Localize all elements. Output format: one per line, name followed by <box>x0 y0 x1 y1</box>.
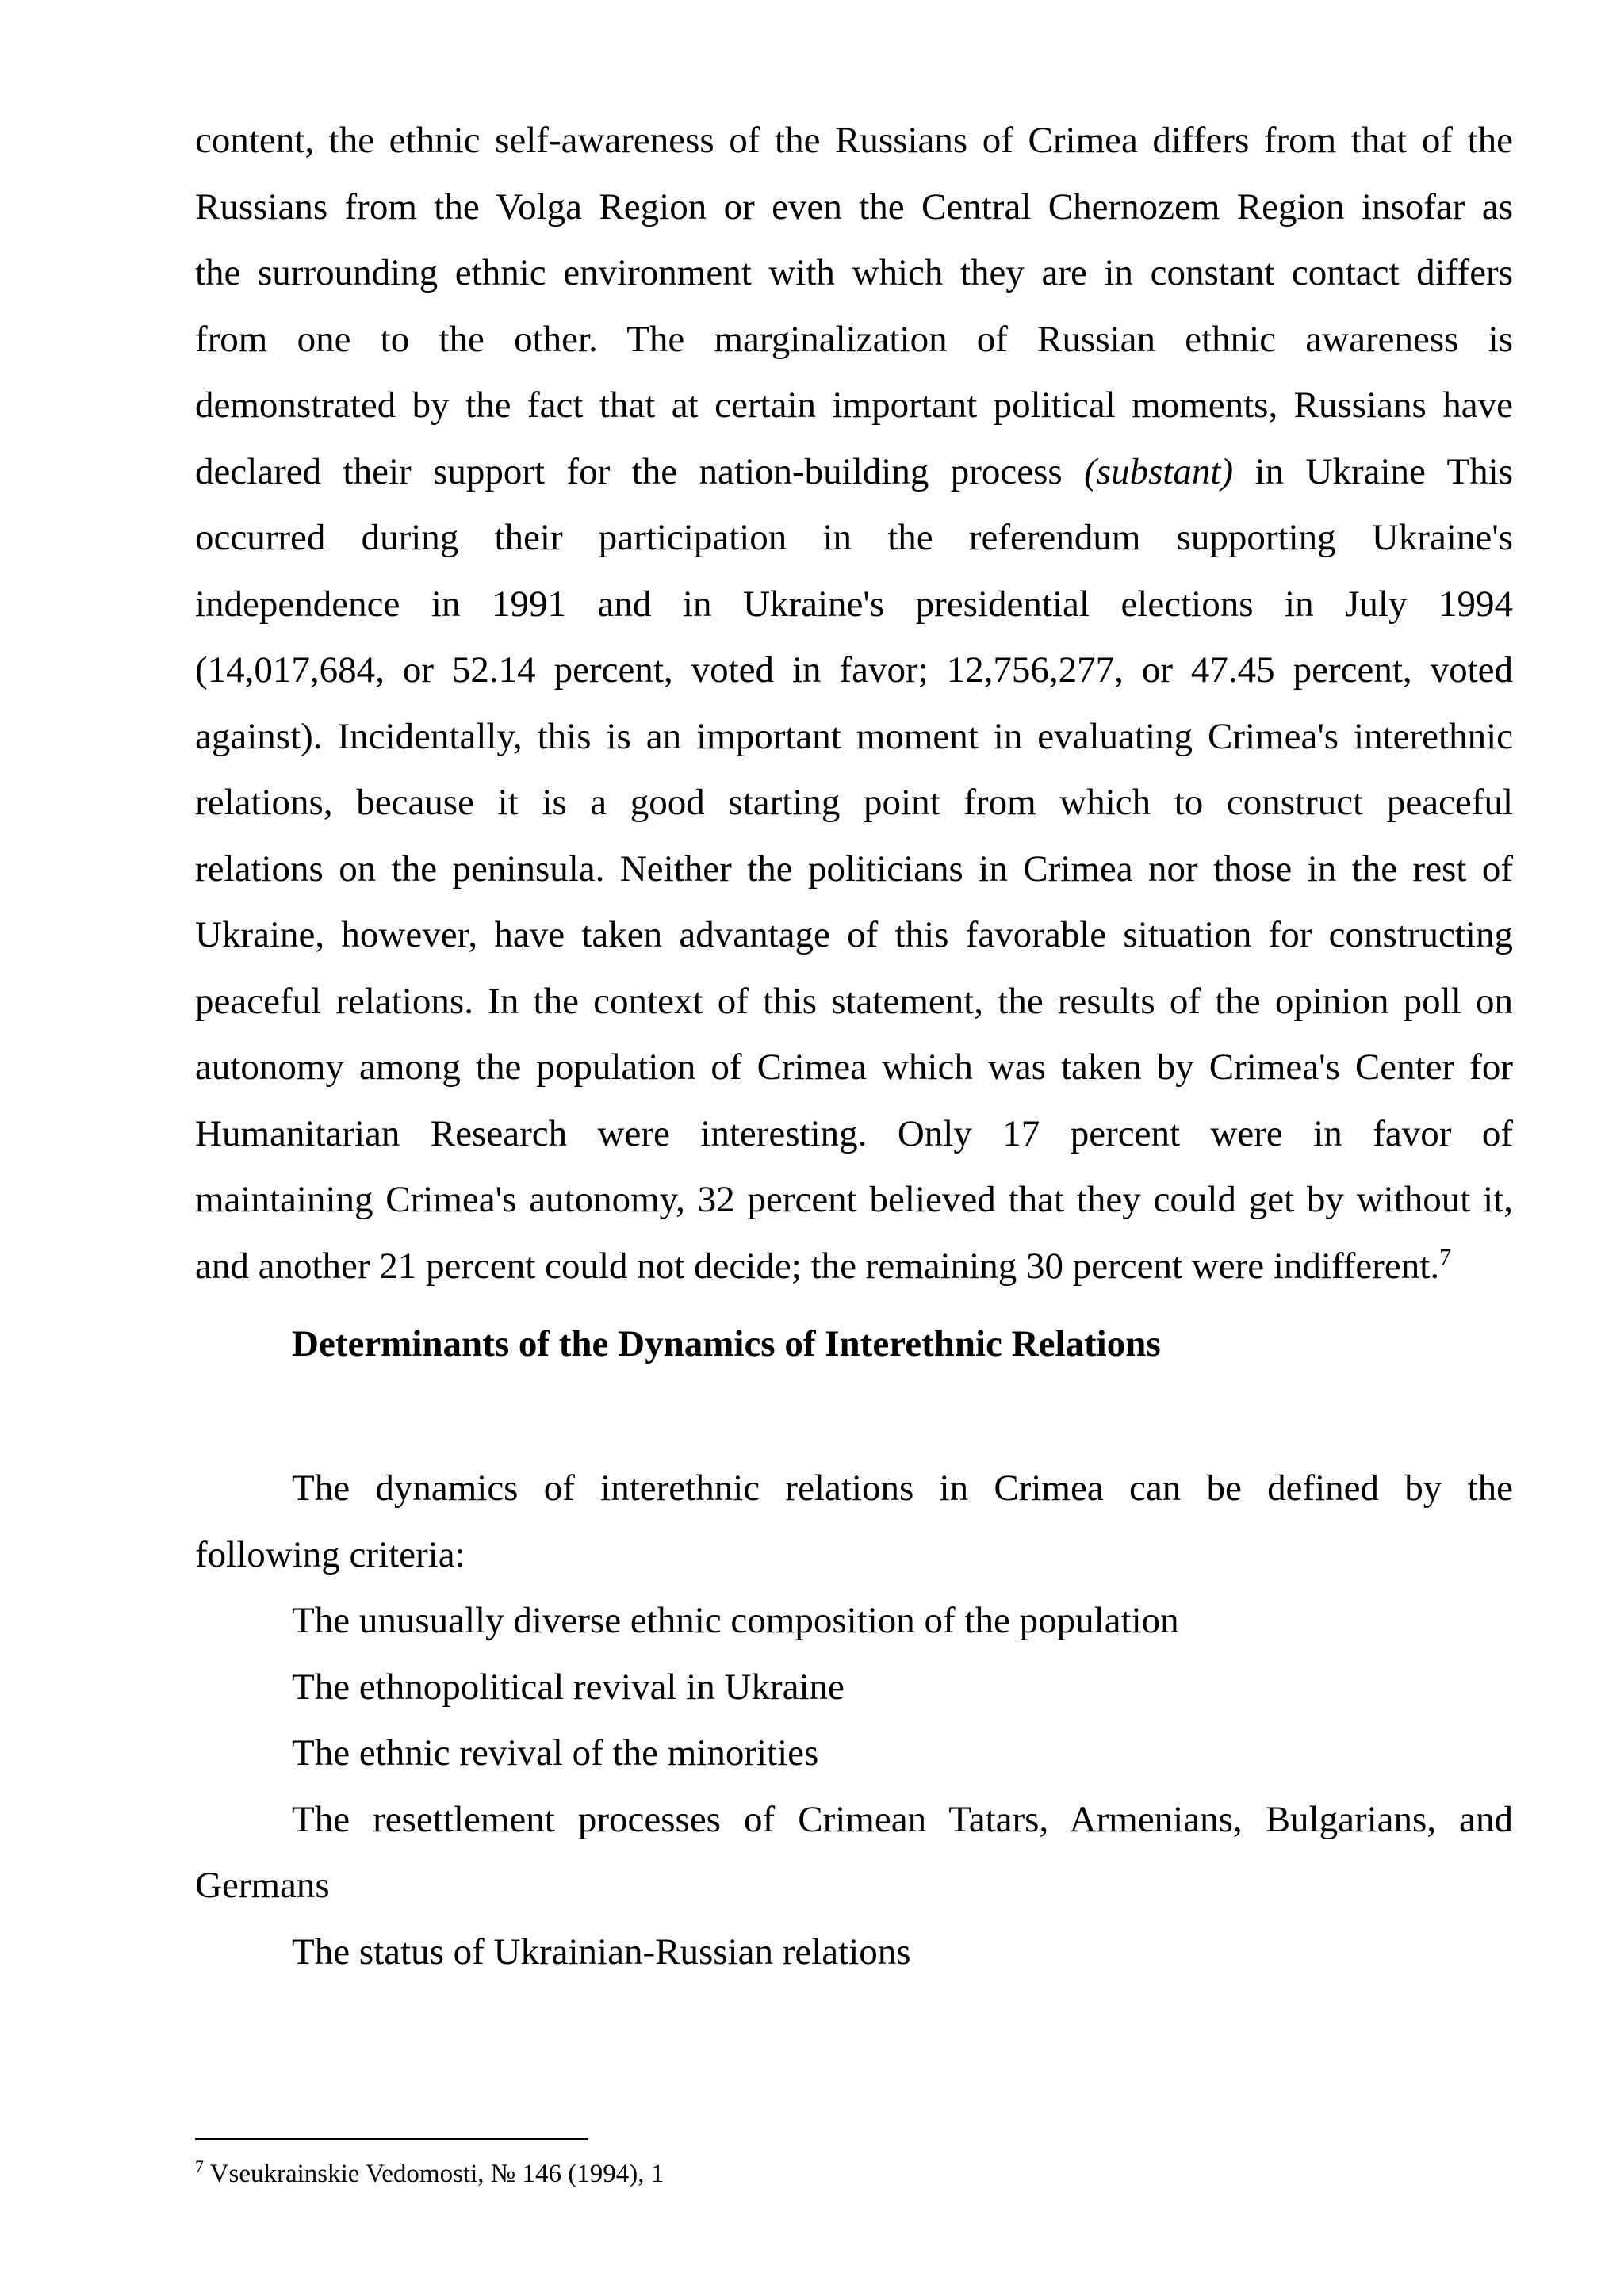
body-line: against). Incidentally, this is an important moment in evaluating Crimea's interethnic <box>195 715 1513 757</box>
body-line-tail: in Ukraine This <box>1233 450 1514 492</box>
body-line-last <box>195 1234 1513 1300</box>
criteria-item-continuation: Germans <box>195 1865 330 1906</box>
body-line: (14,017,684, or 52.14 percent, voted in favor; 12,756,277, or 47.45 percent, voted <box>195 649 1513 691</box>
body-line: maintaining Crimea's autonomy, 32 percent believed that they could get by without it, <box>195 1179 1513 1220</box>
body-line: independence in 1991 and in Ukraine's presidential elections in July 1994 <box>195 583 1513 625</box>
body-line: occurred during their participation in the referendum supporting Ukraine's <box>195 517 1513 558</box>
section-heading: Determinants of the Dynamics of Interethnic Relations <box>292 1323 1161 1364</box>
body-line: from one to the other. The marginalization of Russian ethnic awareness is <box>195 318 1513 360</box>
footnote-reference[interactable]: 7 <box>1439 1243 1452 1270</box>
body-line: Ukraine, however, have taken advantage of this favorable situation for constructing <box>195 914 1513 955</box>
body-line: Russians from the Volga Region or even the Central Chernozem Region insofar as <box>195 186 1513 228</box>
body-line: peaceful relations. In the context of this statement, the results of the opinion poll on <box>195 980 1513 1022</box>
body-line: the surrounding ethnic environment with which they are in constant contact differs <box>195 252 1513 293</box>
body-line: relations, because it is a good starting point from which to construct peaceful <box>195 782 1513 823</box>
footnote-mark: 7 <box>195 2156 204 2176</box>
body-line-text: and another 21 percent could not decide; the remaining 30 percent were indifferent. <box>195 1245 1440 1287</box>
footnote-divider <box>195 2138 588 2140</box>
criteria-intro-paragraph <box>195 1456 1513 1588</box>
footnote <box>195 2156 664 2191</box>
italic-term: (substant) <box>1084 450 1234 492</box>
body-line: relations on the peninsula. Neither the politicians in Crimea nor those in the rest of <box>195 848 1513 890</box>
body-line-with-italic <box>195 439 1513 506</box>
criteria-item: The unusually diverse ethnic composition of the population <box>292 1600 1179 1641</box>
criteria-intro-first-line: The dynamics of interethnic relations in Crimea can be defined by the <box>292 1468 1513 1509</box>
criteria-item: The status of Ukrainian-Russian relations <box>292 1931 911 1973</box>
criteria-item: The resettlement processes of Crimean Tatars, Armenians, Bulgarians, and <box>292 1798 1513 1840</box>
criteria-item: The ethnopolitical revival in Ukraine <box>292 1666 845 1708</box>
criteria-intro-continuation: following criteria: <box>195 1533 465 1575</box>
body-paragraph <box>195 108 1513 1299</box>
criteria-item: The ethnic revival of the minorities <box>292 1732 819 1774</box>
body-line: Humanitarian Research were interesting. Only 17 percent were in favor of <box>195 1112 1513 1154</box>
body-line: demonstrated by the fact that at certain important political moments, Russians have <box>195 385 1513 426</box>
body-line: content, the ethnic self-awareness of the Russians of Crimea differs from that of the <box>195 120 1513 161</box>
criteria-list <box>195 1588 1513 1985</box>
body-line-start: declared their support for the nation-building process <box>195 450 1085 492</box>
footnote-text: Vseukrainskie Vedomosti, № 146 (1994), 1 <box>204 2160 665 2188</box>
body-line: autonomy among the population of Crimea which was taken by Crimea's Center for <box>195 1047 1513 1088</box>
